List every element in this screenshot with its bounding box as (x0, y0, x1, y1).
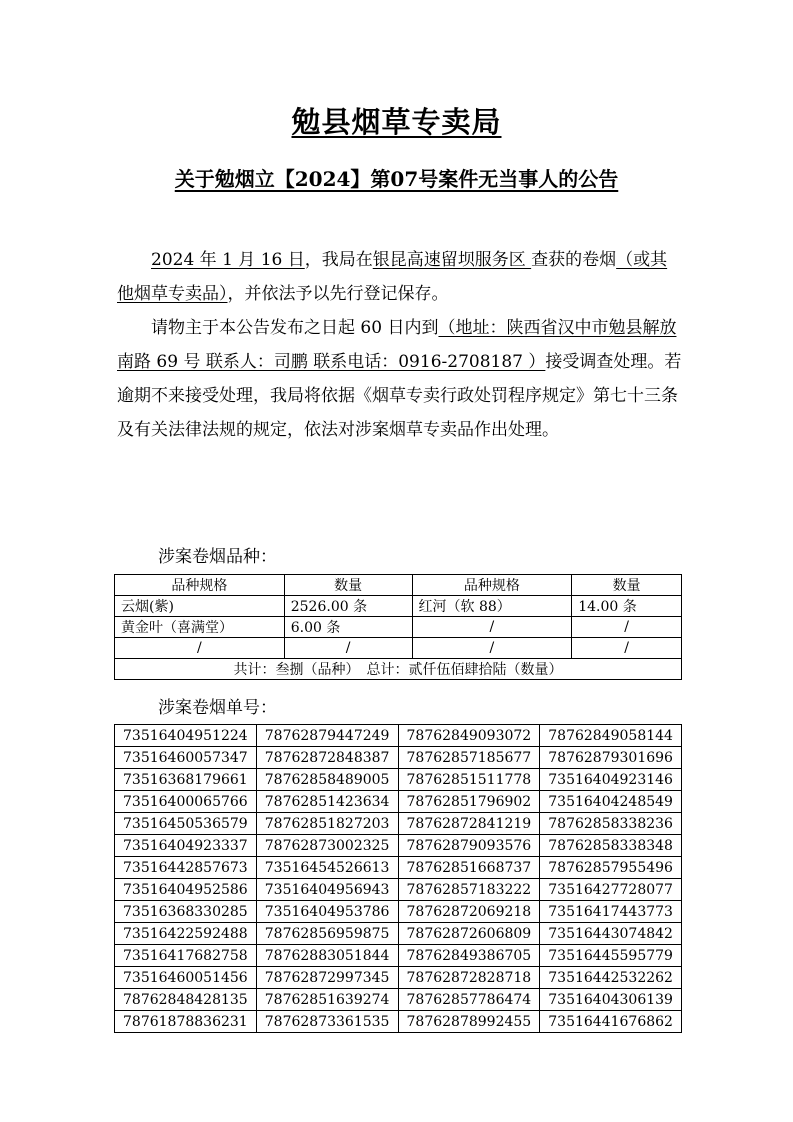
table-cell: / (412, 617, 572, 638)
table-cell: 73516442857673 (115, 857, 257, 879)
table-cell: 73516404306139 (540, 989, 682, 1011)
table-row (115, 617, 682, 638)
table-cell: 73516460057347 (115, 747, 257, 769)
table-cell: 73516460051456 (115, 967, 257, 989)
notice-title: 关于勉烟立【2024】第07号案件无当事人的公告 (174, 167, 619, 191)
seized-goods: （或其他烟草专卖品） (117, 250, 668, 304)
table-row (115, 725, 682, 747)
varieties-table (114, 574, 682, 680)
table-row (115, 596, 682, 617)
table-cell: / (284, 638, 412, 659)
table-cell: 78762851423634 (256, 791, 398, 813)
table-cell: 73516404923337 (115, 835, 257, 857)
table-cell: 78762879093576 (398, 835, 540, 857)
table-row (115, 747, 682, 769)
table-cell: 73516422592488 (115, 923, 257, 945)
table-row (115, 769, 682, 791)
table-cell: 78762858338236 (540, 813, 682, 835)
document-title: 勉县烟草专卖局 (291, 105, 502, 139)
table-cell: 73516404951224 (115, 725, 257, 747)
varieties-label: 涉案卷烟品种： (158, 547, 277, 567)
table-cell: 6.00 条 (284, 617, 412, 638)
table-cell: 78762851827203 (256, 813, 398, 835)
table-cell: 78762879447249 (256, 725, 398, 747)
table-row (115, 989, 682, 1011)
table-cell: 78762857183222 (398, 879, 540, 901)
table-row (115, 945, 682, 967)
table-cell: 78762856959875 (256, 923, 398, 945)
table-cell: 78762848428135 (115, 989, 257, 1011)
numbers-table (114, 724, 682, 1033)
table-cell: 73516441676862 (540, 1011, 682, 1033)
table-cell: 78762851511778 (398, 769, 540, 791)
table-cell: 73516417443773 (540, 901, 682, 923)
table-cell: 78762851639274 (256, 989, 398, 1011)
table-cell: 78762872069218 (398, 901, 540, 923)
table-cell: 73516404953786 (256, 901, 398, 923)
table-cell: 78762873002325 (256, 835, 398, 857)
table-cell: 73516368179661 (115, 769, 257, 791)
table-cell: 78762872828718 (398, 967, 540, 989)
table-row (115, 835, 682, 857)
table-cell: 73516404952586 (115, 879, 257, 901)
table-cell: 78762872848387 (256, 747, 398, 769)
table-total-row (115, 659, 682, 680)
header-cell: 数量 (284, 575, 412, 596)
table-cell: 78762872841219 (398, 813, 540, 835)
seizure-date: 2024 年 1 月 16 日 (151, 250, 305, 270)
paragraph-seizure: 2024 年 1 月 16 日，我局在银昆高速留坝服务区 查获的卷烟（或其他烟草专卖品），并依法予以先行登记保存。 (117, 250, 668, 304)
notice-body (117, 243, 682, 447)
table-cell: 78762879301696 (540, 747, 682, 769)
table-cell: 78762858489005 (256, 769, 398, 791)
table-cell: 78762851796902 (398, 791, 540, 813)
table-cell: 78762883051844 (256, 945, 398, 967)
seizure-place: 银昆高速留坝服务区 (372, 250, 532, 270)
table-cell: 78762849058144 (540, 725, 682, 747)
table-cell: 73516445595779 (540, 945, 682, 967)
header-cell: 数量 (572, 575, 682, 596)
table-cell: 2526.00 条 (284, 596, 412, 617)
table-cell: 云烟(紫) (115, 596, 285, 617)
table-cell: / (572, 638, 682, 659)
table-row (115, 923, 682, 945)
table-cell: 78762873361535 (256, 1011, 398, 1033)
table-header-row (115, 575, 682, 596)
table-row (115, 813, 682, 835)
table-row (115, 967, 682, 989)
table-cell: 73516417682758 (115, 945, 257, 967)
contact-address: （地址：陕西省汉中市勉县解放南路 69 号 联系人：司鹏 联系电话：0916-2708187 ） (117, 318, 677, 372)
table-cell: / (412, 638, 572, 659)
table-row (115, 901, 682, 923)
header-cell: 品种规格 (115, 575, 285, 596)
table-cell: 红河（软 88） (412, 596, 572, 617)
table-cell: 78762857955496 (540, 857, 682, 879)
table-row (115, 857, 682, 879)
table-cell: 73516368330285 (115, 901, 257, 923)
table-cell: / (115, 638, 285, 659)
table-cell: 78762857786474 (398, 989, 540, 1011)
table-cell: 78762857185677 (398, 747, 540, 769)
table-cell: 73516427728077 (540, 879, 682, 901)
table-cell: 73516404923146 (540, 769, 682, 791)
table-cell: 78762872606809 (398, 923, 540, 945)
table-cell: 78762878992455 (398, 1011, 540, 1033)
table-row (115, 638, 682, 659)
table-cell: 78762872997345 (256, 967, 398, 989)
table-row (115, 879, 682, 901)
paragraph-instructions: 请物主于本公告发布之日起 60 日内到（地址：陕西省汉中市勉县解放南路 69 号 联系人：司鹏 联系电话：0916-2708187 ）接受调查处理。若逾期不来接受处理，我局将依据《烟草专卖行政处罚程序规定》第七十三条及有关法律法规的规定，依法对涉案烟草专卖品作出处理。 (117, 318, 682, 440)
table-cell: 78761878836231 (115, 1011, 257, 1033)
table-cell: 78762849386705 (398, 945, 540, 967)
table-cell: 73516442532262 (540, 967, 682, 989)
table-cell: / (572, 617, 682, 638)
header-cell: 品种规格 (412, 575, 572, 596)
table-cell: 73516404956943 (256, 879, 398, 901)
table-cell: 78762849093072 (398, 725, 540, 747)
table-cell: 73516443074842 (540, 923, 682, 945)
table-cell: 73516454526613 (256, 857, 398, 879)
table-cell: 14.00 条 (572, 596, 682, 617)
numbers-label: 涉案卷烟单号： (158, 698, 277, 718)
table-cell: 78762851668737 (398, 857, 540, 879)
total-cell: 共计：叁捌（品种） 总计：贰仟伍佰肆拾陆（数量） (115, 659, 682, 680)
table-row (115, 1011, 682, 1033)
table-row (115, 791, 682, 813)
table-cell: 73516450536579 (115, 813, 257, 835)
table-cell: 73516404248549 (540, 791, 682, 813)
table-cell: 黄金叶（喜满堂） (115, 617, 285, 638)
table-cell: 73516400065766 (115, 791, 257, 813)
table-cell: 78762858338348 (540, 835, 682, 857)
